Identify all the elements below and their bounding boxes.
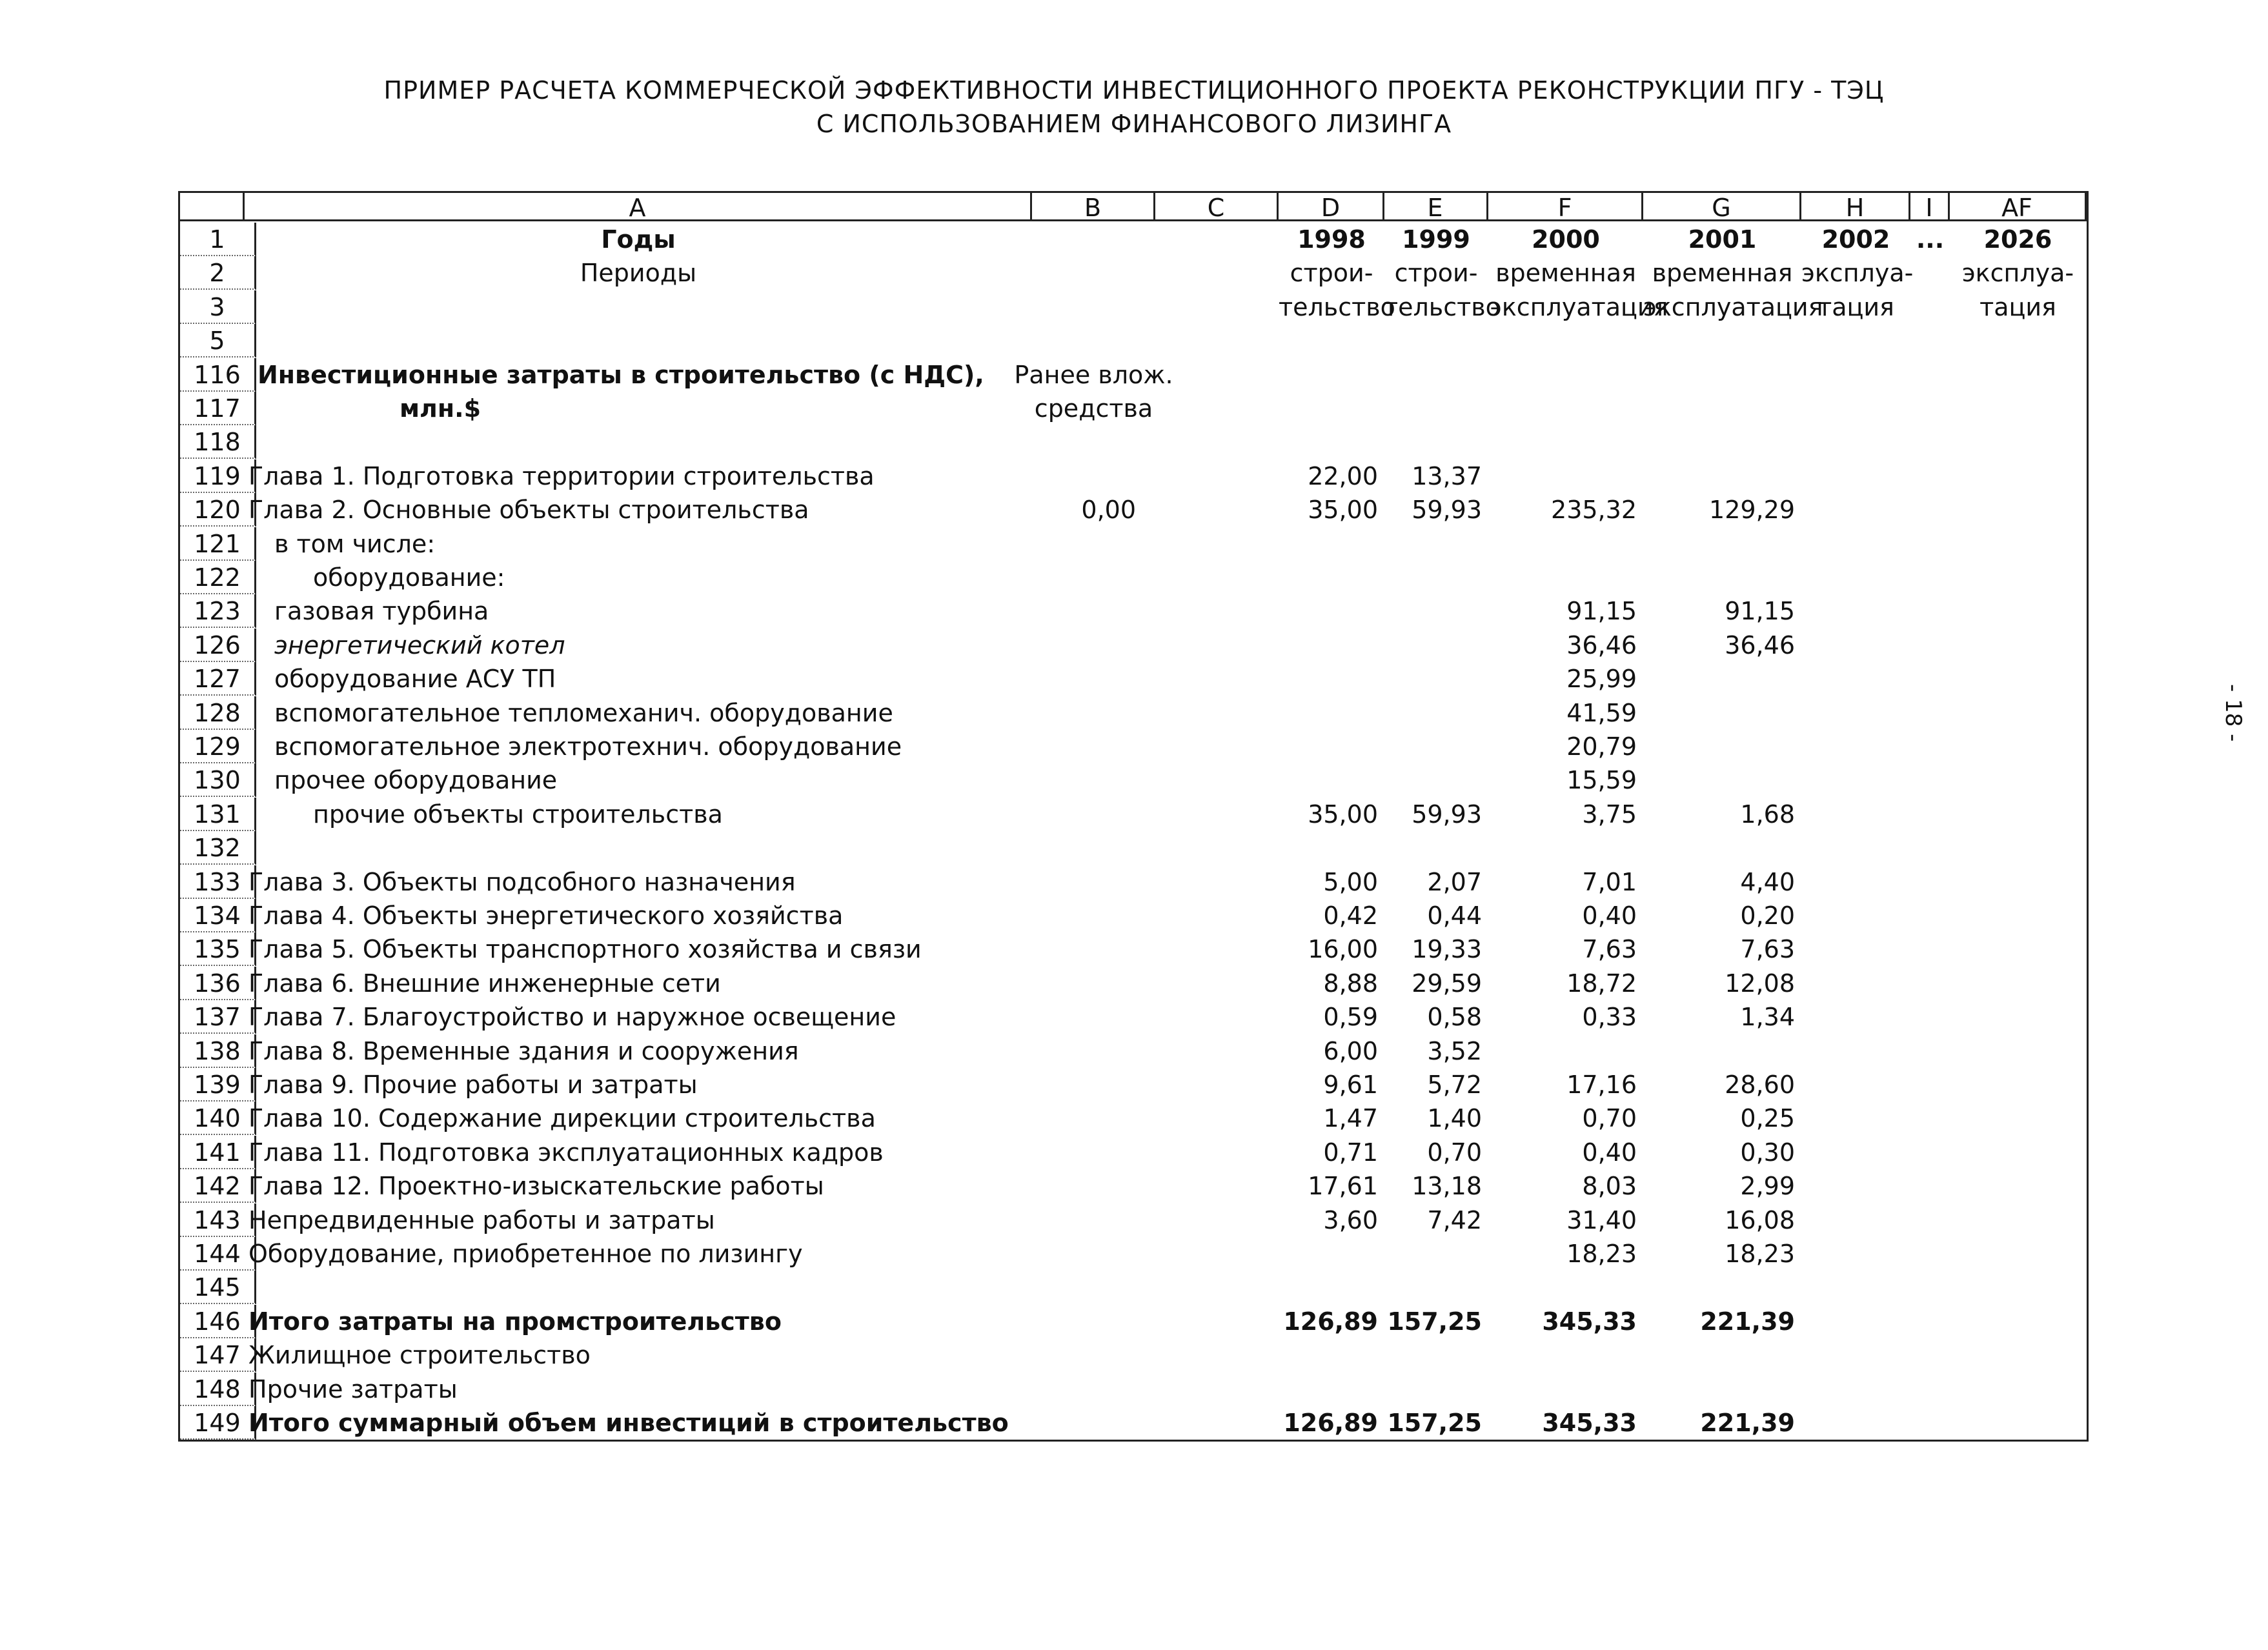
- value-1999-136: 29,59: [1412, 969, 1482, 998]
- row-number-128[interactable]: 128: [180, 696, 256, 730]
- row-number-120[interactable]: 120: [180, 493, 256, 527]
- row-number-2[interactable]: 2: [180, 256, 256, 290]
- value-1998-131: 35,00: [1308, 800, 1378, 829]
- value-2000-131: 3,75: [1582, 800, 1637, 829]
- row-number-130[interactable]: 130: [180, 763, 256, 797]
- row-number-118[interactable]: 118: [180, 425, 256, 459]
- row-label-140: Глава 10. Содержание дирекции строительства: [248, 1104, 876, 1132]
- row-number-141[interactable]: 141: [180, 1136, 256, 1169]
- row-label-148: Прочие затраты: [248, 1375, 458, 1404]
- value-2000-129: 20,79: [1566, 732, 1637, 761]
- row-number-127[interactable]: 127: [180, 662, 256, 696]
- value-1998-139: 9,61: [1323, 1071, 1378, 1099]
- year-header: 2000: [1532, 225, 1600, 254]
- row-label-136: Глава 6. Внешние инженерные сети: [248, 969, 721, 998]
- year-header: 2026: [1983, 225, 2052, 254]
- row-label-149: Итого суммарный объем инвестиций в строительство: [248, 1409, 1009, 1437]
- row-number-138[interactable]: 138: [180, 1034, 256, 1068]
- value-1998-142: 17,61: [1308, 1172, 1378, 1200]
- value-2000-144: 18,23: [1566, 1240, 1637, 1268]
- value-2001-133: 4,40: [1740, 868, 1795, 896]
- value-1999-139: 5,72: [1427, 1071, 1482, 1099]
- value-2001-134: 0,20: [1740, 901, 1795, 930]
- value-2001-135: 7,63: [1740, 935, 1795, 963]
- value-2000-128: 41,59: [1566, 699, 1637, 727]
- row-number-146[interactable]: 146: [180, 1305, 256, 1338]
- row-label-128: вспомогательное тепломеханич. оборудование: [274, 699, 893, 727]
- value-2000-130: 15,59: [1566, 766, 1637, 794]
- value-1998-140: 1,47: [1323, 1104, 1378, 1132]
- year-header: ...: [1916, 225, 1945, 254]
- row-label-123: газовая турбина: [274, 597, 489, 625]
- value-2000-137: 0,33: [1582, 1003, 1637, 1031]
- value-1999-146: 157,25: [1387, 1307, 1482, 1336]
- column-b-header: средства: [1034, 394, 1153, 423]
- value-2000-120: 235,32: [1551, 496, 1637, 524]
- row-number-3[interactable]: 3: [180, 290, 256, 324]
- value-2001-146: 221,39: [1700, 1307, 1795, 1336]
- year-header: 2001: [1688, 225, 1757, 254]
- value-2001-131: 1,68: [1740, 800, 1795, 829]
- document-title-line-2: С ИСПОЛЬЗОВАНИЕМ ФИНАНСОВОГО ЛИЗИНГА: [816, 110, 1452, 138]
- column-header-af[interactable]: AF: [1949, 193, 2087, 221]
- row-number-136[interactable]: 136: [180, 967, 256, 1000]
- row-label-147: Жилищное строительство: [248, 1341, 591, 1369]
- row-label-146: Итого затраты на промстроительство: [248, 1307, 782, 1336]
- value-2000-149: 345,33: [1542, 1409, 1637, 1437]
- row-number-148[interactable]: 148: [180, 1373, 256, 1406]
- period-header: тация: [1979, 293, 2056, 321]
- row-label-135: Глава 5. Объекты транспортного хозяйства и связи: [248, 935, 922, 963]
- period-header: тация: [1817, 293, 1894, 321]
- value-1999-149: 157,25: [1387, 1409, 1482, 1437]
- row-label-122: оборудование:: [313, 563, 505, 592]
- value-1999-143: 7,42: [1427, 1206, 1482, 1234]
- period-header: эксплуатация: [1488, 293, 1668, 321]
- period-header: строи-: [1290, 259, 1373, 287]
- row-number-5[interactable]: 5: [180, 324, 256, 357]
- value-1999-138: 3,52: [1427, 1037, 1482, 1065]
- value-1999-142: 13,18: [1412, 1172, 1482, 1200]
- row-number-137[interactable]: 137: [180, 1000, 256, 1034]
- row-number-132[interactable]: 132: [180, 831, 256, 865]
- row-number-144[interactable]: 144: [180, 1237, 256, 1271]
- row-number-139[interactable]: 139: [180, 1068, 256, 1102]
- year-header: 1999: [1402, 225, 1470, 254]
- row-label-131: прочие объекты строительства: [313, 800, 723, 829]
- column-header-e[interactable]: E: [1384, 193, 1488, 221]
- page-number: - 18 -: [2220, 684, 2246, 742]
- value-2000-126: 36,46: [1566, 631, 1637, 659]
- value-1999-140: 1,40: [1427, 1104, 1482, 1132]
- value-1998-137: 0,59: [1323, 1003, 1378, 1031]
- column-header-b[interactable]: B: [1032, 193, 1155, 221]
- value-1998-136: 8,88: [1323, 969, 1378, 998]
- row-number-143[interactable]: 143: [180, 1203, 256, 1237]
- value-2000-140: 0,70: [1582, 1104, 1637, 1132]
- value-1999-119: 13,37: [1412, 462, 1482, 490]
- value-b-120: 0,00: [1081, 496, 1136, 524]
- period-header: тельство: [1279, 293, 1395, 321]
- row-label-119: Глава 1. Подготовка территории строительства: [248, 462, 875, 490]
- row-label-121: в том числе:: [274, 530, 436, 558]
- column-header-i[interactable]: I: [1910, 193, 1950, 221]
- value-2001-144: 18,23: [1725, 1240, 1795, 1268]
- row-label-143: Непредвиденные работы и затраты: [248, 1206, 715, 1234]
- row-label-133: Глава 3. Объекты подсобного назначения: [248, 868, 796, 896]
- value-2000-135: 7,63: [1582, 935, 1637, 963]
- row-label-129: вспомогательное электротехнич. оборудование: [274, 732, 902, 761]
- period-header: эксплуа-: [1801, 259, 1914, 287]
- value-1999-120: 59,93: [1412, 496, 1482, 524]
- row-label-120: Глава 2. Основные объекты строительства: [248, 496, 809, 524]
- value-2001-143: 16,08: [1725, 1206, 1795, 1234]
- year-header: 2002: [1821, 225, 1890, 254]
- spreadsheet-table: [178, 191, 2089, 1442]
- value-2001-126: 36,46: [1725, 631, 1795, 659]
- value-1999-141: 0,70: [1427, 1138, 1482, 1167]
- row-number-142[interactable]: 142: [180, 1169, 256, 1203]
- value-1998-138: 6,00: [1323, 1037, 1378, 1065]
- value-2000-127: 25,99: [1566, 665, 1637, 693]
- row-number-145[interactable]: 145: [180, 1271, 256, 1304]
- value-2000-146: 345,33: [1542, 1307, 1637, 1336]
- row-number-140[interactable]: 140: [180, 1102, 256, 1135]
- row-number-121[interactable]: 121: [180, 527, 256, 561]
- years-label: Годы: [601, 225, 676, 254]
- column-header-corner: [180, 193, 245, 221]
- year-header: 1998: [1297, 225, 1366, 254]
- row-label-127: оборудование АСУ ТП: [274, 665, 556, 693]
- period-header: эксплуа-: [1961, 259, 2074, 287]
- column-header-a[interactable]: A: [245, 193, 1032, 221]
- document-title-line-1: ПРИМЕР РАСЧЕТА КОММЕРЧЕСКОЙ ЭФФЕКТИВНОСТИ ИНВЕСТИЦИОННОГО ПРОЕКТА РЕКОНСТРУКЦИИ ПГУ - ТЭЦ: [383, 76, 1885, 105]
- column-b-header: Ранее влож.: [1014, 361, 1173, 389]
- row-number-134[interactable]: 134: [180, 899, 256, 932]
- value-2000-133: 7,01: [1582, 868, 1637, 896]
- value-1998-134: 0,42: [1323, 901, 1378, 930]
- value-1998-146: 126,89: [1283, 1307, 1378, 1336]
- row-label-126: энергетический котел: [274, 631, 565, 659]
- value-1999-137: 0,58: [1427, 1003, 1482, 1031]
- row-number-122[interactable]: 122: [180, 561, 256, 594]
- value-2001-140: 0,25: [1740, 1104, 1795, 1132]
- value-2001-139: 28,60: [1725, 1071, 1795, 1099]
- value-2000-123: 91,15: [1566, 597, 1637, 625]
- periods-label: Периоды: [580, 259, 697, 287]
- period-header: строи-: [1394, 259, 1478, 287]
- row-number-123[interactable]: 123: [180, 594, 256, 628]
- value-2001-137: 1,34: [1740, 1003, 1795, 1031]
- value-1999-134: 0,44: [1427, 901, 1482, 930]
- row-number-135[interactable]: 135: [180, 932, 256, 966]
- row-label-137: Глава 7. Благоустройство и наружное освещение: [248, 1003, 896, 1031]
- row-number-126[interactable]: 126: [180, 629, 256, 662]
- value-2001-123: 91,15: [1725, 597, 1795, 625]
- row-number-117[interactable]: 117: [180, 392, 256, 425]
- value-1999-133: 2,07: [1427, 868, 1482, 896]
- row-label-134: Глава 4. Объекты энергетического хозяйства: [248, 901, 844, 930]
- value-2000-141: 0,40: [1582, 1138, 1637, 1167]
- value-1998-135: 16,00: [1308, 935, 1378, 963]
- section-title: Инвестиционные затраты в строительство (с НДС),: [258, 361, 984, 389]
- row-label-141: Глава 11. Подготовка эксплуатационных кадров: [248, 1138, 884, 1167]
- value-2001-142: 2,99: [1740, 1172, 1795, 1200]
- row-label-144: Оборудование, приобретенное по лизингу: [248, 1240, 803, 1268]
- period-header: тельство: [1384, 293, 1501, 321]
- row-label-142: Глава 12. Проектно-изыскательские работы: [248, 1172, 824, 1200]
- value-2001-120: 129,29: [1709, 496, 1795, 524]
- value-1998-120: 35,00: [1308, 496, 1378, 524]
- period-header: временная: [1652, 259, 1793, 287]
- row-number-133[interactable]: 133: [180, 865, 256, 899]
- row-number-116[interactable]: 116: [180, 358, 256, 392]
- row-number-147[interactable]: 147: [180, 1338, 256, 1372]
- row-label-138: Глава 8. Временные здания и сооружения: [248, 1037, 799, 1065]
- column-header-f[interactable]: F: [1488, 193, 1643, 221]
- row-label-130: прочее оборудование: [274, 766, 558, 794]
- row-number-119[interactable]: 119: [180, 459, 256, 493]
- value-1998-119: 22,00: [1308, 462, 1378, 490]
- value-1998-143: 3,60: [1323, 1206, 1378, 1234]
- row-label-139: Глава 9. Прочие работы и затраты: [248, 1071, 698, 1099]
- value-2000-142: 8,03: [1582, 1172, 1637, 1200]
- value-2000-139: 17,16: [1566, 1071, 1637, 1099]
- value-2001-149: 221,39: [1700, 1409, 1795, 1437]
- section-title-unit: млн.$: [400, 394, 481, 423]
- value-2000-143: 31,40: [1566, 1206, 1637, 1234]
- row-number-131[interactable]: 131: [180, 798, 256, 831]
- period-header: эксплуатация: [1643, 293, 1823, 321]
- row-number-149[interactable]: 149: [180, 1406, 256, 1440]
- value-1998-141: 0,71: [1323, 1138, 1378, 1167]
- value-1998-149: 126,89: [1283, 1409, 1378, 1437]
- value-2001-136: 12,08: [1725, 969, 1795, 998]
- value-1999-131: 59,93: [1412, 800, 1482, 829]
- column-header-h[interactable]: H: [1801, 193, 1910, 221]
- row-number-1[interactable]: 1: [180, 223, 256, 256]
- column-header-c[interactable]: C: [1155, 193, 1279, 221]
- row-number-129[interactable]: 129: [180, 730, 256, 763]
- column-header-d[interactable]: D: [1279, 193, 1384, 221]
- value-2000-136: 18,72: [1566, 969, 1637, 998]
- value-2001-141: 0,30: [1740, 1138, 1795, 1167]
- value-1998-133: 5,00: [1323, 868, 1378, 896]
- column-header-g[interactable]: G: [1643, 193, 1801, 221]
- value-1999-135: 19,33: [1412, 935, 1482, 963]
- value-2000-134: 0,40: [1582, 901, 1637, 930]
- period-header: временная: [1495, 259, 1636, 287]
